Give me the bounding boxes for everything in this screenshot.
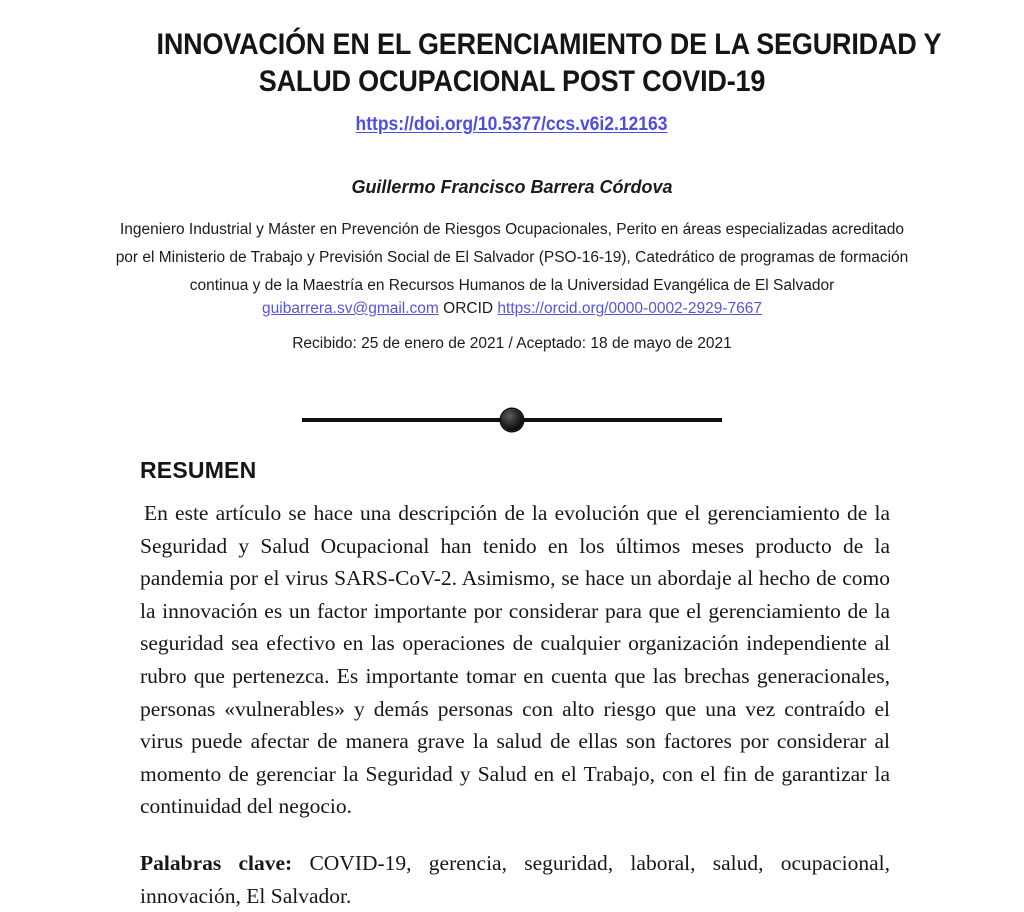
title-block bbox=[0, 0, 1024, 136]
contact-line bbox=[0, 297, 1024, 321]
keywords-line bbox=[140, 847, 890, 912]
divider-circle-icon bbox=[501, 409, 523, 431]
affiliation-line-1: Ingeniero Industrial y Máster en Prevención de Riesgos Ocupacionales, Perito en áreas especializadas acreditado bbox=[119, 221, 905, 238]
page-title bbox=[156, 26, 942, 100]
abstract-body: En este artículo se hace una descripción de la evolución que el gerenciamiento de la Seguridad y Salud Ocupacional han tenido en los últimos meses producto de la pandemia por el virus SARS-CoV-2. Asimismo, se hace un abordaje al hecho de como la innovación es un factor importante por considerar para que el gerenciamiento de la seguridad sea efectivo en las operaciones de cualquier organización independiente al rubro que pertenezca. Es importante tomar en cuenta que las brechas generacionales, personas «vulnerables» y demás personas con alto riesgo que una vez contraído el virus puede afectar de manera grave la salud de ellas son factores por considerar al momento de gerenciar la Seguridad y Salud en el Trabajo, con el fin de garantizar la continuidad del negocio. bbox=[140, 501, 890, 819]
keywords-values: COVID-19, gerencia, seguridad, laboral, salud, ocupacional, innovación, El Salvador. bbox=[140, 850, 890, 908]
affiliation-line-3: continua y de la Maestría en Recursos Humanos de la Universidad Evangélica de El Salvador bbox=[189, 277, 835, 294]
orcid-link[interactable]: https://orcid.org/0000-0002-2929-7667 bbox=[497, 300, 762, 317]
title-line-2: SALUD OCUPACIONAL POST COVID-19 bbox=[258, 65, 766, 98]
keywords-label: Palabras clave: bbox=[140, 850, 293, 875]
abstract-heading: RESUMEN bbox=[140, 457, 257, 483]
title-line-1: INNOVACIÓN EN EL GERENCIAMIENTO DE LA SEGURIDAD Y bbox=[156, 28, 942, 61]
abstract-section bbox=[0, 457, 1024, 912]
affiliation-line-2: por el Ministerio de Trabajo y Previsión Social de El Salvador (PSO-16-19), Catedrático de programas de formación bbox=[115, 249, 909, 266]
author-name: Guillermo Francisco Barrera Córdova bbox=[351, 177, 673, 197]
orcid-label: ORCID bbox=[443, 300, 494, 317]
author-affiliation bbox=[82, 216, 942, 300]
author-email-link[interactable]: guibarrera.sv@gmail.com bbox=[262, 300, 439, 317]
ornamental-divider bbox=[302, 409, 722, 431]
doi-line bbox=[0, 114, 1024, 136]
doi-link[interactable]: https://doi.org/10.5377/ccs.v6i2.12163 bbox=[356, 114, 668, 135]
received-accepted-dates: Recibido: 25 de enero de 2021 / Aceptado: 18 de mayo de 2021 bbox=[292, 335, 732, 352]
